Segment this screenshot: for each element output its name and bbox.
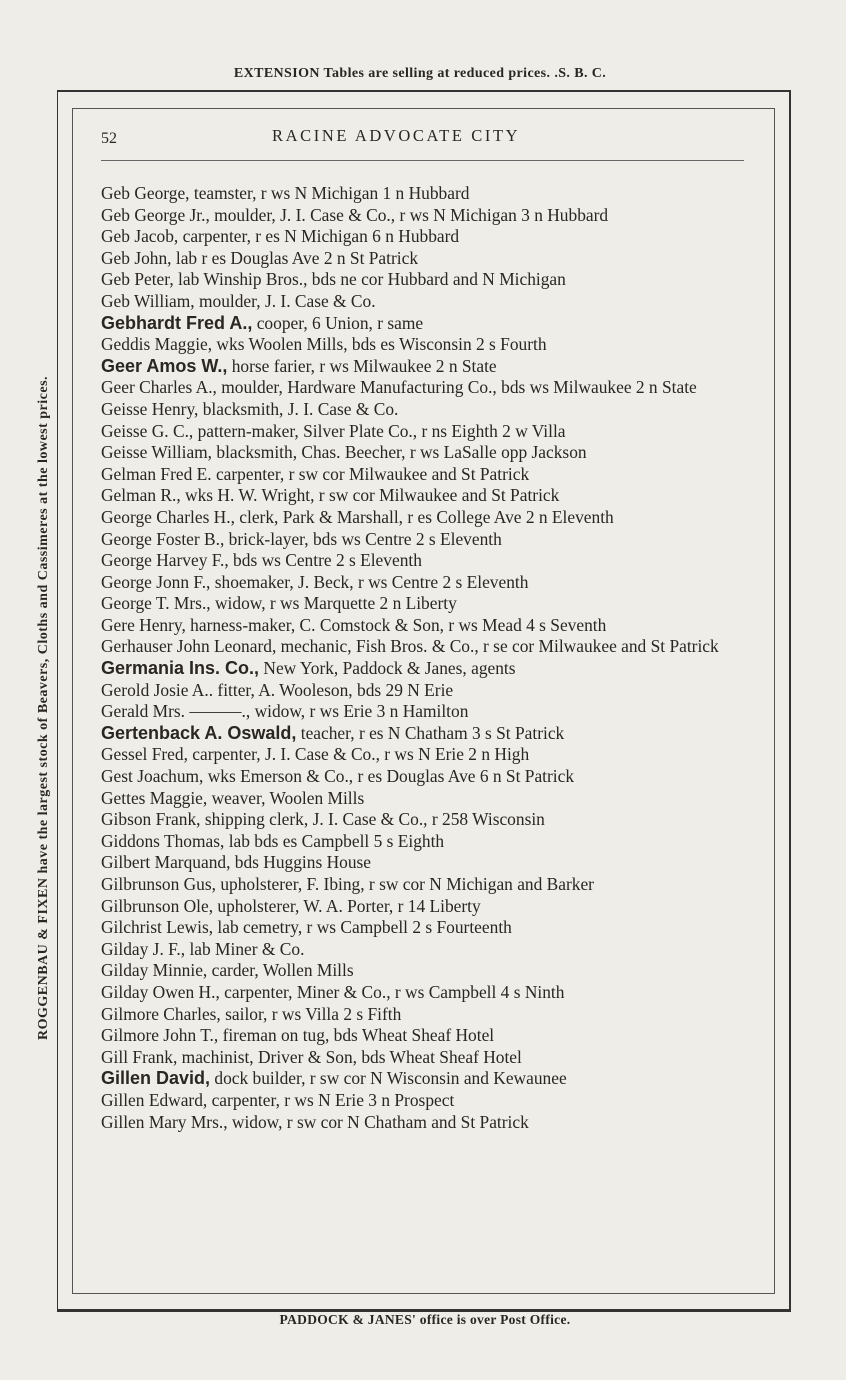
directory-entry (101, 1047, 746, 1069)
entry-text: Gettes Maggie, weaver, Woolen Mills (101, 787, 365, 808)
directory-entry (101, 917, 746, 939)
directory-entry (101, 183, 746, 205)
entry-text: Geb Peter, lab Winship Bros., bds ne cor Hubbard and N Michigan (101, 269, 566, 290)
entry-text: Geisse Henry, blacksmith, J. I. Case & Co. (101, 398, 399, 419)
entry-text: Geb William, moulder, J. I. Case & Co. (101, 290, 376, 311)
entry-text: George Harvey F., bds ws Centre 2 s Eleventh (101, 550, 422, 571)
directory-entry (101, 615, 746, 637)
entry-text: Gillen Mary Mrs., widow, r sw cor N Chatham and St Patrick (101, 1111, 529, 1132)
directory-entry (101, 248, 746, 270)
directory-entry (101, 744, 746, 766)
entry-text: Gessel Fred, carpenter, J. I. Case & Co., r ws N Erie 2 n High (101, 744, 530, 765)
entry-text: Geisse William, blacksmith, Chas. Beecher, r ws LaSalle opp Jackson (101, 442, 587, 463)
directory-entry (101, 442, 746, 464)
directory-entry (101, 507, 746, 529)
directory-entry (101, 939, 746, 961)
directory-entry (101, 831, 746, 853)
directory-entry (101, 680, 746, 702)
entry-text: Gest Joachum, wks Emerson & Co., r es Douglas Ave 6 n St Patrick (101, 766, 575, 787)
directory-entry (101, 874, 746, 896)
entry-text: Gill Frank, machinist, Driver & Son, bds Wheat Sheaf Hotel (101, 1046, 522, 1067)
directory-entry (101, 550, 746, 572)
entry-text: teacher, r es N Chatham 3 s St Patrick (296, 722, 565, 743)
entry-text: Geb George, teamster, r ws N Michigan 1 n Hubbard (101, 183, 470, 203)
directory-entry (101, 1004, 746, 1026)
entry-bold-name: Germania Ins. Co., (101, 658, 260, 679)
entry-text: Geddis Maggie, wks Woolen Mills, bds es Wisconsin 2 s Fourth (101, 334, 547, 355)
footer-advertisement: PADDOCK & JANES' office is over Post Office. (279, 1312, 571, 1327)
directory-entry (101, 421, 746, 443)
entry-text: Gibson Frank, shipping clerk, J. I. Case & Co., r 258 Wisconsin (101, 809, 545, 830)
entry-text: Gilbrunson Ole, upholsterer, W. A. Porter, r 14 Liberty (101, 895, 481, 916)
entry-text: horse farier, r ws Milwaukee 2 n State (227, 355, 497, 376)
entry-text: Gillen Edward, carpenter, r ws N Erie 3 n Prospect (101, 1089, 455, 1110)
directory-entry (101, 701, 746, 723)
entry-text: Gelman Fred E. carpenter, r sw cor Milwaukee and St Patrick (101, 463, 530, 484)
entry-text: cooper, 6 Union, r same (252, 312, 424, 333)
running-head: RACINE ADVOCATE CITY (272, 126, 521, 145)
entry-text: New York, Paddock & Janes, agents (259, 658, 516, 679)
directory-entry (101, 313, 746, 335)
entry-text: George T. Mrs., widow, r ws Marquette 2 n Liberty (101, 593, 457, 614)
directory-entry (101, 723, 746, 745)
entry-text: Gelman R., wks H. W. Wright, r sw cor Milwaukee and St Patrick (101, 485, 560, 506)
entry-text: Gerhauser John Leonard, mechanic, Fish Bros. & Co., r se cor Milwaukee and St Patrick (101, 636, 719, 657)
entry-bold-name: Geer Amos W., (101, 355, 228, 376)
directory-entry (101, 593, 746, 615)
directory-entry (101, 377, 746, 399)
header-advertisement: EXTENSION Tables are selling at reduced prices. .S. B. C. (233, 66, 607, 81)
entry-text: Geisse G. C., pattern-maker, Silver Plate Co., r ns Eighth 2 w Villa (101, 420, 566, 441)
entry-text: George Jonn F., shoemaker, J. Beck, r ws Centre 2 s Eleventh (101, 571, 529, 592)
directory-entry (101, 291, 746, 313)
directory-entry (101, 356, 746, 378)
directory-entry (101, 226, 746, 248)
directory-entry (101, 658, 746, 680)
entry-text: Giddons Thomas, lab bds es Campbell 5 s Eighth (101, 830, 445, 851)
entry-text: George Foster B., brick-layer, bds ws Centre 2 s Eleventh (101, 528, 502, 549)
directory-entries (101, 183, 746, 1133)
entry-text: Geb Jacob, carpenter, r es N Michigan 6 n Hubbard (101, 226, 460, 247)
directory-entry (101, 960, 746, 982)
directory-entry (101, 982, 746, 1004)
entry-bold-name: Gillen David, (101, 1068, 211, 1089)
directory-entry (101, 852, 746, 874)
directory-entry (101, 809, 746, 831)
directory-entry (101, 766, 746, 788)
entry-text: Gilbrunson Gus, upholsterer, F. Ibing, r sw cor N Michigan and Barker (101, 874, 594, 894)
entry-text: Gilmore Charles, sailor, r ws Villa 2 s Fifth (101, 1003, 402, 1024)
directory-entry (101, 1068, 746, 1090)
directory-entry (101, 1025, 746, 1047)
entry-text: Gere Henry, harness-maker, C. Comstock & Son, r ws Mead 4 s Seventh (101, 614, 607, 635)
page-number: 52 (101, 130, 117, 147)
entry-text: Geb John, lab r es Douglas Ave 2 n St Patrick (101, 247, 419, 268)
directory-entry (101, 269, 746, 291)
directory-entry (101, 399, 746, 421)
entry-text: Gilday Owen H., carpenter, Miner & Co., r ws Campbell 4 s Ninth (101, 981, 565, 1002)
directory-entry (101, 572, 746, 594)
entry-text: dock builder, r sw cor N Wisconsin and Kewaunee (210, 1068, 567, 1089)
side-advertisement: ROGGENBAU & FIXEN have the largest stock of Beavers, Cloths and Cassimeres at the lowest prices. (36, 375, 51, 1041)
directory-entry (101, 529, 746, 551)
directory-entry (101, 896, 746, 918)
entry-text: Gerald Mrs. ———., widow, r ws Erie 3 n Hamilton (101, 701, 469, 722)
entry-text: Gerold Josie A.. fitter, A. Wooleson, bds 29 N Erie (101, 679, 454, 700)
directory-entry (101, 485, 746, 507)
directory-entry (101, 334, 746, 356)
directory-entry (101, 1112, 746, 1134)
entry-text: Gilchrist Lewis, lab cemetry, r ws Campbell 2 s Fourteenth (101, 917, 512, 938)
entry-bold-name: Gertenback A. Oswald, (101, 722, 297, 743)
directory-entry (101, 464, 746, 486)
entry-text: Gilmore John T., fireman on tug, bds Wheat Sheaf Hotel (101, 1025, 495, 1046)
entry-bold-name: Gebhardt Fred A., (101, 312, 253, 333)
directory-entry (101, 788, 746, 810)
directory-entry (101, 1090, 746, 1112)
header-rule (101, 160, 744, 161)
entry-text: Gilbert Marquand, bds Huggins House (101, 852, 372, 873)
directory-entry (101, 205, 746, 227)
entry-text: Geb George Jr., moulder, J. I. Case & Co., r ws N Michigan 3 n Hubbard (101, 204, 609, 225)
entry-text: Gilday Minnie, carder, Wollen Mills (101, 960, 354, 981)
entry-text: Gilday J. F., lab Miner & Co. (101, 938, 305, 959)
directory-entry (101, 636, 746, 658)
entry-text: George Charles H., clerk, Park & Marshall, r es College Ave 2 n Eleventh (101, 506, 614, 527)
entry-text: Geer Charles A., moulder, Hardware Manufacturing Co., bds ws Milwaukee 2 n State (101, 377, 697, 398)
